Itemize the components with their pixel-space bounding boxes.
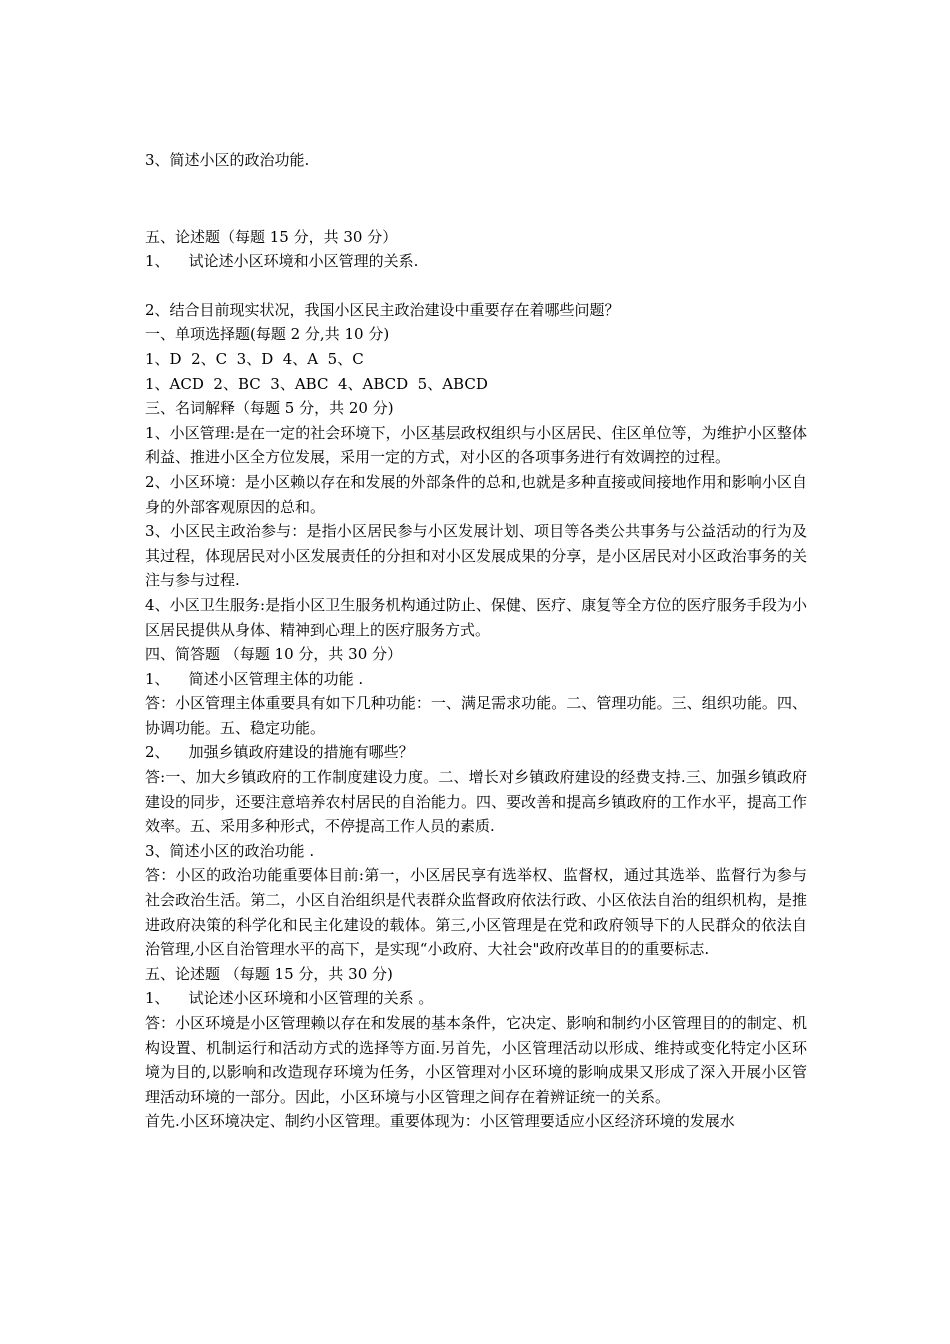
short-answer-3: 答：小区的政治功能重要体目前:第一，小区居民享有选举权、监督权，通过其选举、监督行为参与社会政治生活。第二，小区自治组织是代表群众监督政府依法行政、小区依法自治的组织机构，是推进政府决策的科学化和民主化建设的载体。第三,小区管理是在党和政府领导下的人民群众的依法自治管理,小区自治管理水平的高下，是实现“小政府、大社会"政府改革目的的重要标志. — [145, 866, 807, 959]
answer-term-4: 4、小区卫生服务:是指小区卫生服务机构通过防止、保健、医疗、康复等全方位的医疗服务手段为小区居民提供从身体、精神到心理上的医疗服务方式。 — [145, 595, 807, 639]
spacer — [145, 173, 807, 225]
answer-term-3: 3、小区民主政治参与：是指小区居民参与小区发展计划、项目等各类公共事务与公益活动的行为及其过程，体现居民对小区发展责任的分担和对小区发展成果的分享，是小区居民对小区政治事务的关注与参与过程. — [145, 522, 807, 590]
answer-term-2: 2、小区环境：是小区赖以存在和发展的外部条件的总和,也就是多种直接或间接地作用和影响小区自身的外部客观原因的总和。 — [145, 472, 807, 516]
short-question-1: 1、 简述小区管理主体的功能 . — [145, 669, 364, 688]
essay-answer-1-continued: 首先.小区环境决定、制约小区管理。重要体现为：小区管理要适应小区经济环境的发展水 — [145, 1112, 735, 1131]
answers-terms-heading: 三、名词解释（每题 5 分，共 20 分) — [145, 399, 394, 418]
answers-essay-heading: 五、论述题 （每题 15 分，共 30 分) — [145, 964, 393, 983]
short-answer-2: 答:一、加大乡镇政府的工作制度建设力度。二、增长对乡镇政府建设的经费支持.三、加强乡镇政府建设的同步，还要注意培养农村居民的自治能力。四、要改善和提高乡镇政府的工作水平，提高工作效率。五、采用多种形式，不停提高工作人员的素质. — [145, 768, 807, 836]
answers-multi-values: 1、ACD 2、BC 3、ABC 4、ABCD 5、ABCD — [145, 374, 488, 393]
answers-single-heading: 一、单项选择题(每题 2 分,共 10 分) — [145, 325, 390, 344]
answer-term-1: 1、小区管理:是在一定的社会环境下，小区基层政权组织与小区居民、住区单位等，为维护小区整体利益、推进小区全方位发展，采用一定的方式，对小区的各项事务进行有效调控的过程。 — [145, 423, 807, 467]
spacer — [145, 274, 807, 298]
question-3-label: 3、简述小区的政治功能. — [145, 151, 310, 169]
essay-question-2: 2、结合目前现实状况，我国小区民主政治建设中重要存在着哪些问题？ — [145, 300, 620, 319]
short-answer-1: 答：小区管理主体重要具有如下几种功能：一、满足需求功能。二、管理功能。三、组织功能。四、协调功能。五、稳定功能。 — [145, 694, 807, 737]
answers-single-values: 1、D 2、C 3、D 4、A 5、C — [145, 349, 364, 368]
answers-short-heading: 四、简答题 （每题 10 分，共 30 分） — [145, 645, 403, 664]
essay-question-1: 1、 试论述小区环境和小区管理的关系. — [145, 252, 419, 271]
short-question-2: 2、 加强乡镇政府建设的措施有哪些？ — [145, 743, 414, 762]
essay-answer-1: 答：小区环境是小区管理赖以存在和发展的基本条件，它决定、影响和制约小区管理目的的制定、机构设置、机制运行和活动方式的选择等方面.另首先，小区管理活动以形成、维持或变化特定小区环境为目的,以影响和改造现存环境为任务，小区管理对小区环境的影响成果又形成了深入开展小区管理活动环境的一部分。因此，小区环境与小区管理之间存在着辨证统一的关系。 — [145, 1014, 807, 1106]
essay-section-heading: 五、论述题（每题 15 分，共 30 分） — [145, 227, 398, 246]
short-question-3: 3、简述小区的政治功能 . — [145, 841, 315, 860]
document-page — [145, 148, 807, 1134]
essay-answer-question-1: 1、 试论述小区环境和小区管理的关系 。 — [145, 989, 434, 1008]
